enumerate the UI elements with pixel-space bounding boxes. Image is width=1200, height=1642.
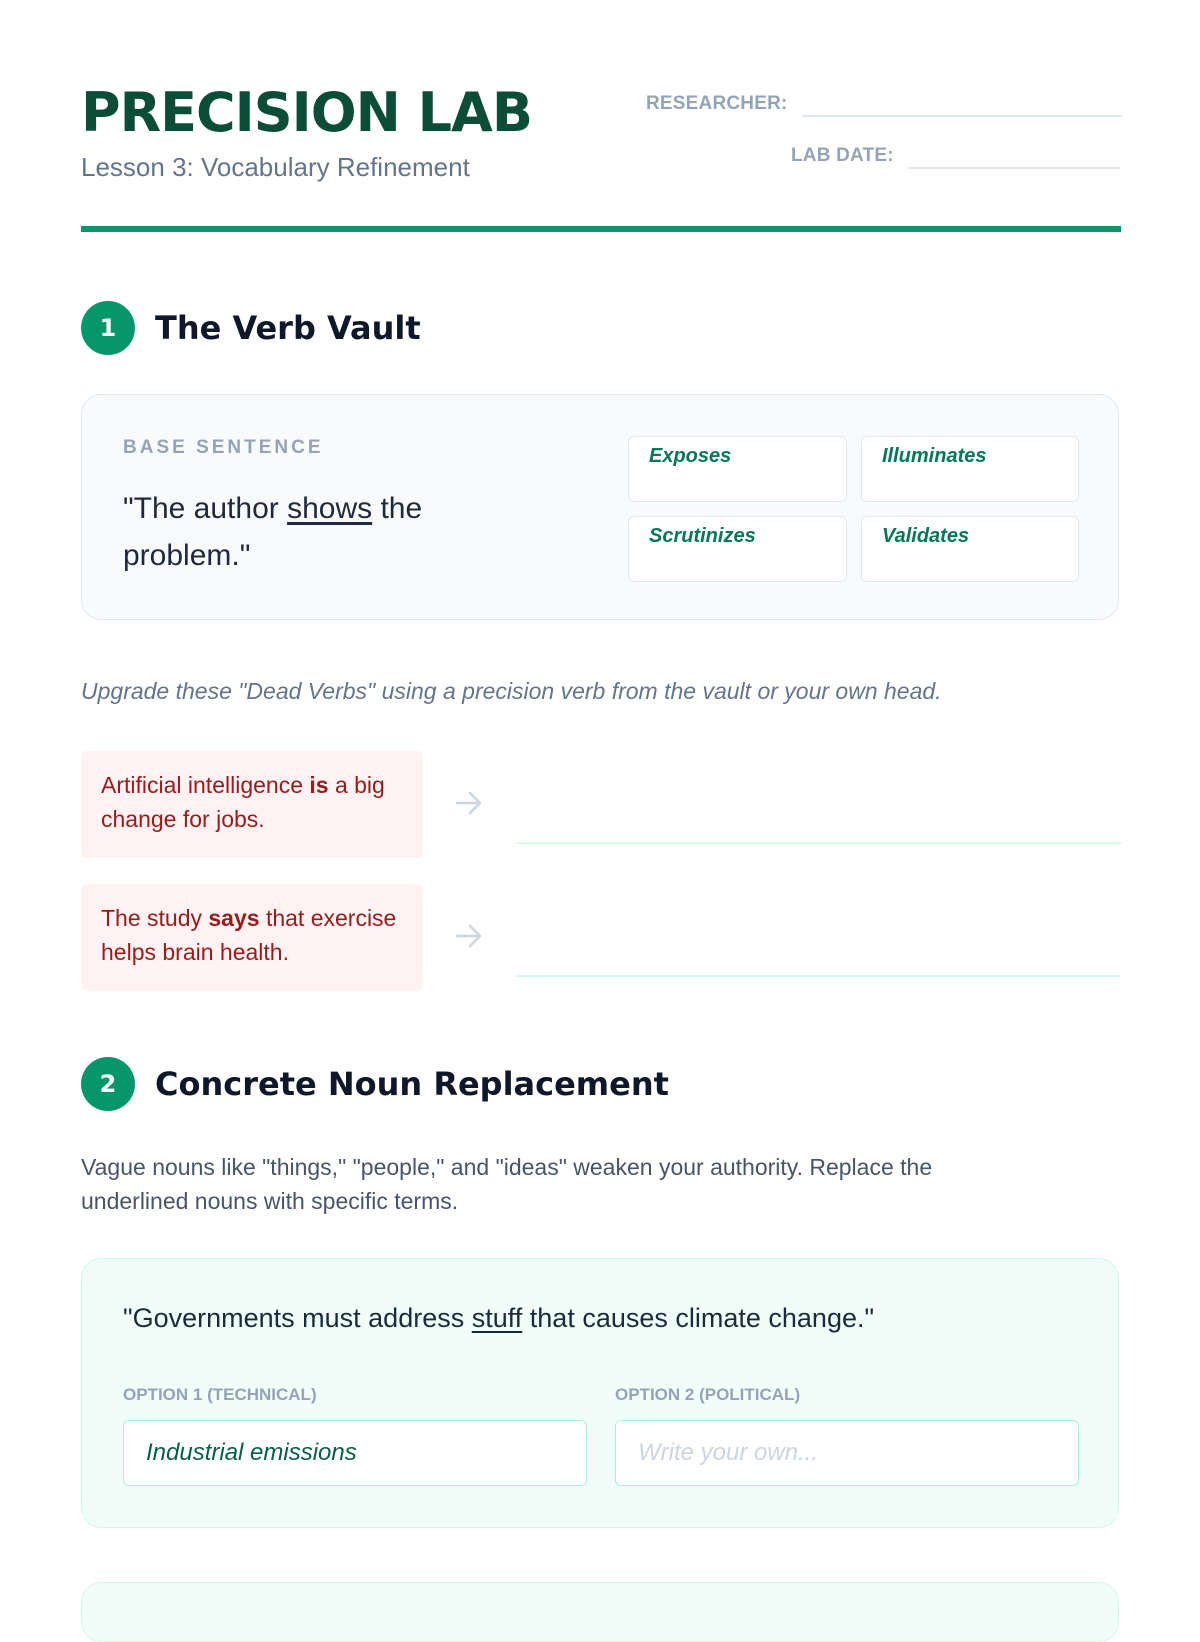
noun-sentence-after: that causes climate change." [522,1303,875,1333]
dead-verb-text-after: that exercise helps brain health. [101,905,397,965]
noun-replacement-card [81,1258,1119,1528]
lab-date-write-line[interactable] [908,137,1120,169]
dead-verb-text-before: The study [101,905,209,931]
noun-sentence-before: "Governments must address [123,1303,472,1333]
next-exercise-card [81,1582,1119,1642]
answer-write-line[interactable] [517,975,1121,977]
worksheet-header [81,0,1121,234]
base-sentence-after: the problem." [123,492,423,572]
dead-verb-sentence [81,884,423,991]
arrow-right-icon [453,787,485,819]
section-1-header [81,301,421,355]
noun-sentence-underlined: stuff [471,1303,523,1333]
base-sentence-before: "The author [123,492,288,525]
option-2-label: OPTION 2 (POLITICAL) [615,1385,801,1404]
vault-word: Exposes [628,436,847,502]
dead-verbs-instruction: Upgrade these "Dead Verbs" using a precision verb from the vault or your own head. [81,678,942,704]
lab-date-field-row [791,137,1120,169]
vault-word: Scrutinizes [628,516,847,582]
base-sentence [123,485,483,579]
page-title: PRECISION LAB [81,81,533,144]
base-sentence-label: BASE SENTENCE [123,437,324,458]
dead-verb-text-before: Artificial intelligence [101,772,310,798]
lesson-subtitle: Lesson 3: Vocabulary Refinement [81,152,470,182]
dead-verb: says [208,905,260,931]
arrow-right-icon [453,920,485,952]
section-number-badge: 2 [81,1057,135,1111]
base-sentence-underlined-verb: shows [287,492,373,525]
vault-word: Validates [861,516,1079,582]
option-1-input[interactable] [123,1420,587,1486]
lab-date-label: LAB DATE: [791,145,894,166]
vault-word: Illuminates [861,436,1079,502]
section-title: Concrete Noun Replacement [155,1065,669,1103]
dead-verb-row [81,884,1121,992]
verb-vault-grid [628,436,1079,582]
noun-sentence [123,1303,874,1334]
researcher-field-row [646,85,1122,117]
option-1-label: OPTION 1 (TECHNICAL) [123,1385,317,1404]
dead-verb: is [309,772,329,798]
verb-vault-card [81,394,1119,620]
researcher-write-line[interactable] [802,85,1122,117]
option-2-input[interactable] [615,1420,1079,1486]
dead-verb-row [81,751,1121,859]
section-description: Vague nouns like "things," "people," and "ideas" weaken your authority. Replace the underlined nouns with specific terms. [81,1154,933,1214]
answer-write-line[interactable] [517,842,1121,844]
dead-verb-sentence [81,751,423,858]
worksheet-page [81,0,1121,1404]
section-number-badge: 1 [81,301,135,355]
section-title: The Verb Vault [155,309,421,347]
header-divider [81,226,1121,232]
researcher-label: RESEARCHER: [646,93,788,114]
dead-verb-text-after: a big change for jobs. [101,772,385,832]
section-2-header [81,1057,669,1111]
